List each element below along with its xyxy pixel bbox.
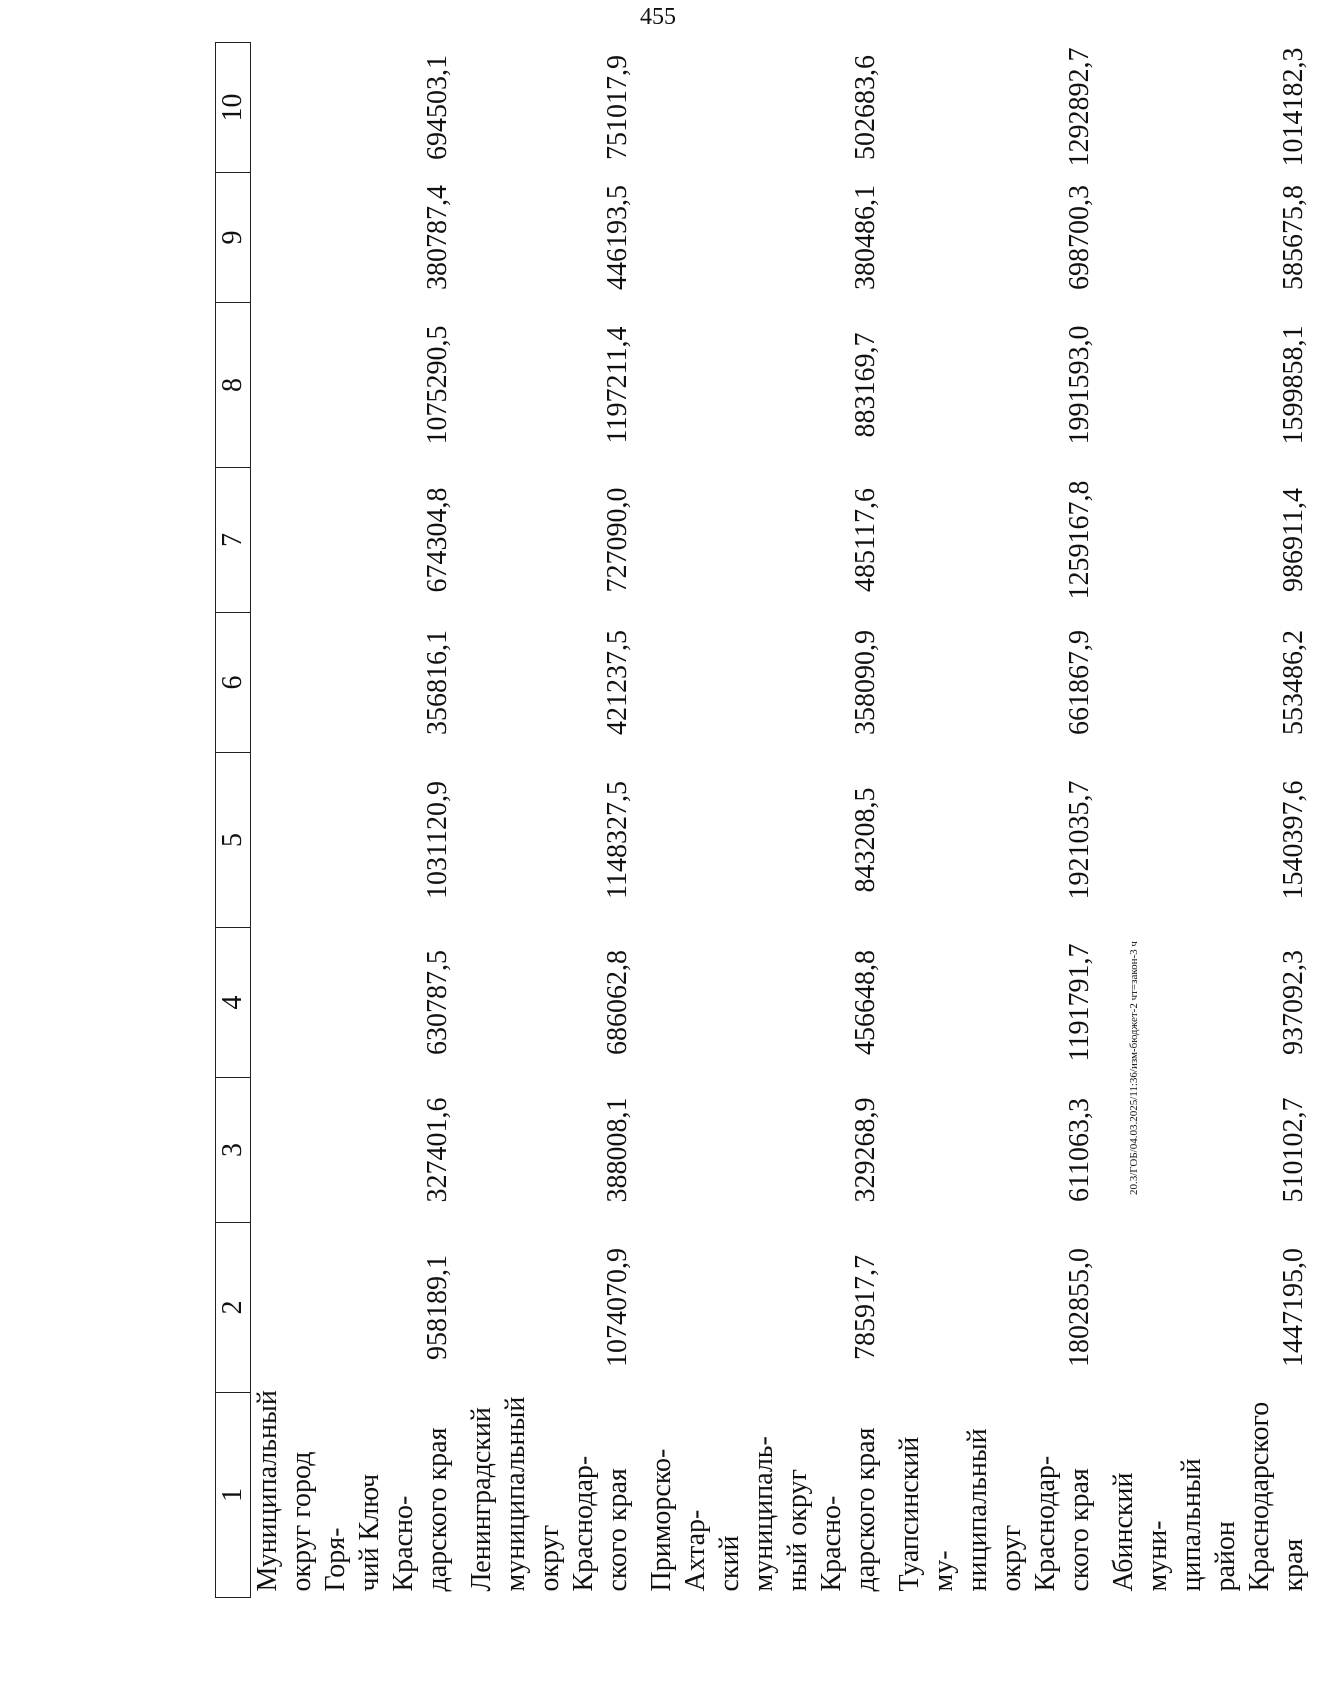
name-line: Муниципальный	[252, 1390, 283, 1592]
table-row	[893, 43, 1107, 1598]
page-number: 455	[640, 4, 676, 30]
value-cell: 1014182,3	[1278, 47, 1309, 167]
value-cell: 358090,9	[850, 630, 881, 735]
table-row	[1107, 43, 1321, 1598]
value-cell: 1921035,7	[1064, 780, 1095, 900]
column-header: 7	[216, 468, 251, 613]
value-cell: 694503,1	[422, 55, 453, 160]
name-line: ципальный район	[1176, 1458, 1241, 1592]
name-line: ского края	[1064, 1468, 1095, 1592]
value-cell: 674304,8	[422, 487, 453, 593]
column-header: 6	[216, 613, 251, 753]
value-cell: 1802855,0	[1064, 1248, 1095, 1367]
footer-code: 20.3/ГОБ/04.03.2025/11:36/изм-бюджет-2 чт=закон-3 ч	[1128, 941, 1140, 1195]
value-cell: 698700,3	[1064, 185, 1095, 290]
name-line: округ Краснодар-	[996, 1455, 1061, 1592]
name-line: ниципальный	[962, 1428, 993, 1592]
name-line: ский муниципаль-	[714, 1436, 779, 1592]
municipality-name	[645, 1393, 893, 1598]
value-cell: 1075290,5	[422, 325, 453, 445]
table-row	[251, 43, 466, 1598]
value-cell: 1447195,0	[1278, 1248, 1309, 1367]
name-line: Ленинградский	[466, 1407, 497, 1592]
municipality-name	[465, 1393, 645, 1598]
column-header: 4	[216, 928, 251, 1078]
municipality-name	[251, 1390, 466, 1598]
value-cell: 843208,5	[850, 787, 881, 893]
name-line: дарского края	[850, 1427, 881, 1592]
value-cell: 1599858,1	[1278, 325, 1309, 445]
value-cell: 1259167,8	[1064, 480, 1095, 600]
table-row	[645, 43, 893, 1598]
value-cell: 727090,0	[602, 487, 633, 593]
value-cell: 611063,3	[1064, 1098, 1095, 1202]
value-cell: 785917,7	[850, 1255, 881, 1360]
value-cell: 1540397,6	[1278, 780, 1309, 900]
value-cell: 380787,4	[422, 185, 453, 290]
name-line: муниципальный	[500, 1396, 531, 1592]
value-cell: 485117,6	[850, 488, 881, 592]
value-cell: 958189,1	[422, 1255, 453, 1360]
name-line: округ Краснодар-	[534, 1455, 599, 1592]
value-cell: 446193,5	[602, 185, 633, 290]
value-cell: 883169,7	[850, 332, 881, 438]
value-cell: 388008,1	[602, 1097, 633, 1203]
name-line: округ город Горя-	[286, 1451, 351, 1592]
value-cell: 510102,7	[1278, 1097, 1309, 1203]
value-cell: 553486,2	[1278, 630, 1309, 735]
value-cell: 502683,6	[850, 55, 881, 160]
column-header: 10	[216, 43, 251, 173]
name-line: ный округ Красно-	[782, 1469, 847, 1592]
name-line: Краснодарского	[1244, 1401, 1275, 1592]
name-line: Абинский муни-	[1108, 1472, 1173, 1592]
value-cell: 751017,9	[602, 55, 633, 160]
value-cell: 1148327,5	[602, 781, 633, 899]
name-line: края	[1278, 1538, 1309, 1592]
municipality-name	[1107, 1393, 1321, 1598]
value-cell: 986911,4	[1278, 488, 1309, 592]
name-line: чий Ключ Красно-	[354, 1473, 419, 1592]
column-header: 1	[216, 1393, 251, 1598]
value-cell: 1991593,0	[1064, 325, 1095, 445]
name-line: Приморско-Ахтар-	[646, 1448, 711, 1592]
column-header: 3	[216, 1078, 251, 1223]
name-line: ского края	[602, 1468, 633, 1592]
value-cell: 380486,1	[850, 185, 881, 290]
value-cell: 661867,9	[1064, 630, 1095, 735]
column-header: 9	[216, 173, 251, 303]
column-header: 8	[216, 303, 251, 468]
municipality-name	[893, 1393, 1107, 1598]
value-cell: 329268,9	[850, 1097, 881, 1203]
value-cell: 421237,5	[602, 630, 633, 735]
value-cell: 937092,3	[1278, 950, 1309, 1055]
value-cell: 1292892,7	[1064, 47, 1095, 167]
column-header: 5	[216, 753, 251, 928]
value-cell: 327401,6	[422, 1097, 453, 1203]
value-cell: 686062,8	[602, 950, 633, 1055]
value-cell: 585675,8	[1278, 185, 1309, 290]
value-cell: 1074070,9	[602, 1248, 633, 1367]
name-line: дарского края	[422, 1427, 453, 1592]
column-header: 2	[216, 1223, 251, 1393]
value-cell: 1031120,9	[422, 781, 453, 899]
value-cell: 1191791,7	[1064, 943, 1095, 1062]
value-cell: 356816,1	[422, 630, 453, 735]
value-cell: 456648,8	[850, 950, 881, 1055]
column-header-row	[216, 43, 251, 1598]
budget-table	[215, 42, 1321, 1598]
value-cell: 630787,5	[422, 950, 453, 1055]
table-row	[465, 43, 645, 1598]
name-line: Туапсинский му-	[894, 1436, 959, 1592]
value-cell: 1197211,4	[602, 326, 633, 444]
